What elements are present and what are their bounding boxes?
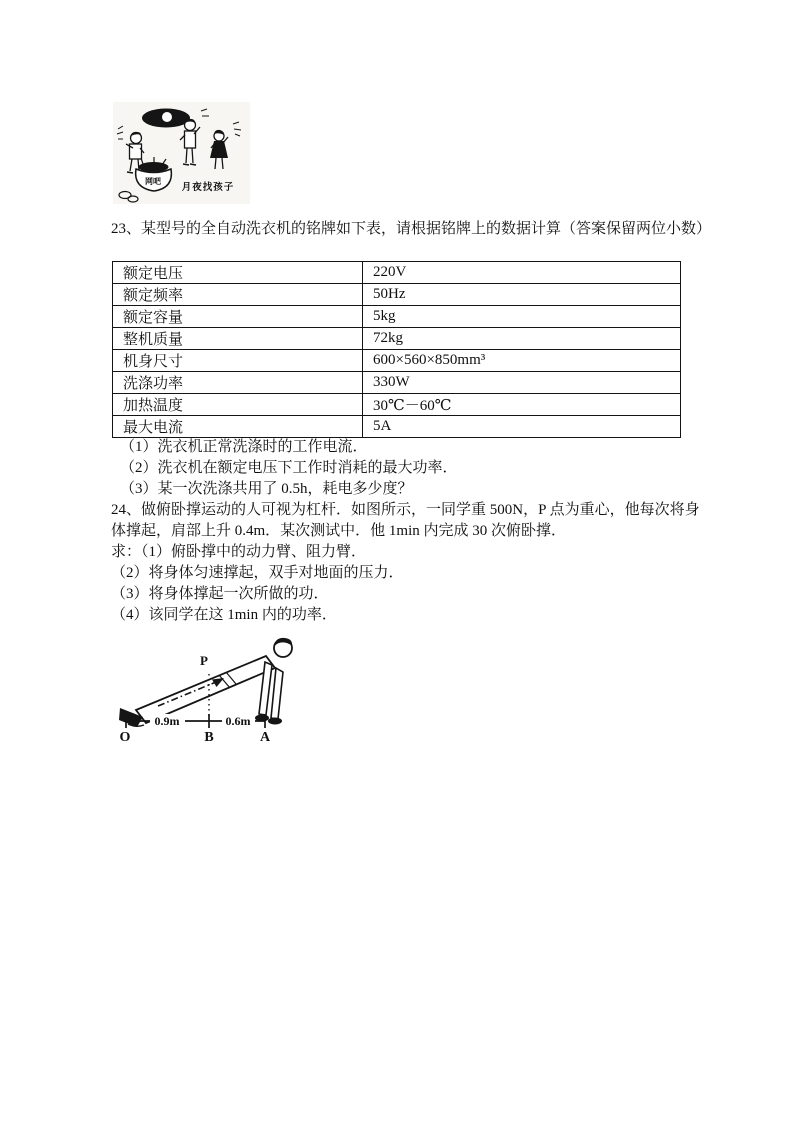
table-row <box>113 350 681 372</box>
row-label: 额定频率 <box>113 284 363 306</box>
row-value: 5kg <box>363 306 681 328</box>
row-label: 机身尺寸 <box>113 350 363 372</box>
point-label-o: O <box>119 730 131 745</box>
q24-heading-line1: 24、做俯卧撑运动的人可视为杠杆．如图所示，一同学重 500N，P 点为重心，他每次将身 <box>111 502 700 518</box>
q23-part-2: （2）洗衣机在额定电压下工作时消耗的最大功率． <box>120 460 458 476</box>
point-label-p: P <box>200 653 208 668</box>
row-label: 额定容量 <box>113 306 363 328</box>
comic-caption: 月夜找孩子 <box>181 183 235 193</box>
q24-part-2: （2）将身体匀速撑起，双手对地面的压力． <box>111 565 404 581</box>
nameplate-table <box>112 261 681 438</box>
row-label: 最大电流 <box>113 416 363 438</box>
row-value: 330W <box>363 372 681 394</box>
table-row <box>113 394 681 416</box>
q23-parts <box>120 437 458 500</box>
point-label-b: B <box>204 730 214 745</box>
table-row <box>113 284 681 306</box>
row-value: 50Hz <box>363 284 681 306</box>
row-value: 600×560×850mm³ <box>363 350 681 372</box>
table-row <box>113 262 681 284</box>
row-label: 洗涤功率 <box>113 372 363 394</box>
row-value: 220V <box>363 262 681 284</box>
distance-ob-label: 0.9m <box>154 714 180 728</box>
q24-heading <box>111 500 700 542</box>
q24-part-4: （4）该同学在这 1min 内的功率． <box>111 607 337 623</box>
distance-ba-label: 0.6m <box>225 714 251 728</box>
row-label: 整机质量 <box>113 328 363 350</box>
well-label: 网吧 <box>145 177 161 186</box>
pushup-diagram <box>106 634 346 746</box>
row-label: 加热温度 <box>113 394 363 416</box>
q23-part-3: （3）某一次洗涤共用了 0.5h，耗电多少度？ <box>120 481 413 497</box>
q24-parts <box>111 542 404 626</box>
table-row <box>113 372 681 394</box>
comic-illustration <box>113 102 250 204</box>
row-label: 额定电压 <box>113 262 363 284</box>
q23-part-1: （1）洗衣机正常洗涤时的工作电流． <box>120 439 368 455</box>
row-value: 30℃－60℃ <box>363 394 681 416</box>
q24-part-3: （3）将身体撑起一次所做的功． <box>111 586 329 602</box>
moon-cloud-icon <box>142 109 190 128</box>
pushup-person <box>119 638 292 727</box>
table-row <box>113 416 681 438</box>
row-value: 72kg <box>363 328 681 350</box>
point-label-a: A <box>259 730 271 745</box>
q23-heading: 23、某型号的全自动洗衣机的铭牌如下表，请根据铭牌上的数据计算（答案保留两位小数） <box>111 221 712 237</box>
table-row <box>113 306 681 328</box>
q24-part-1: 求：（1）俯卧撑中的动力臂、阻力臂． <box>111 544 367 560</box>
row-value: 5A <box>363 416 681 438</box>
q24-heading-line2: 体撑起，肩部上升 0.4m．某次测试中．他 1min 内完成 30 次俯卧撑． <box>111 523 567 539</box>
table-row <box>113 328 681 350</box>
